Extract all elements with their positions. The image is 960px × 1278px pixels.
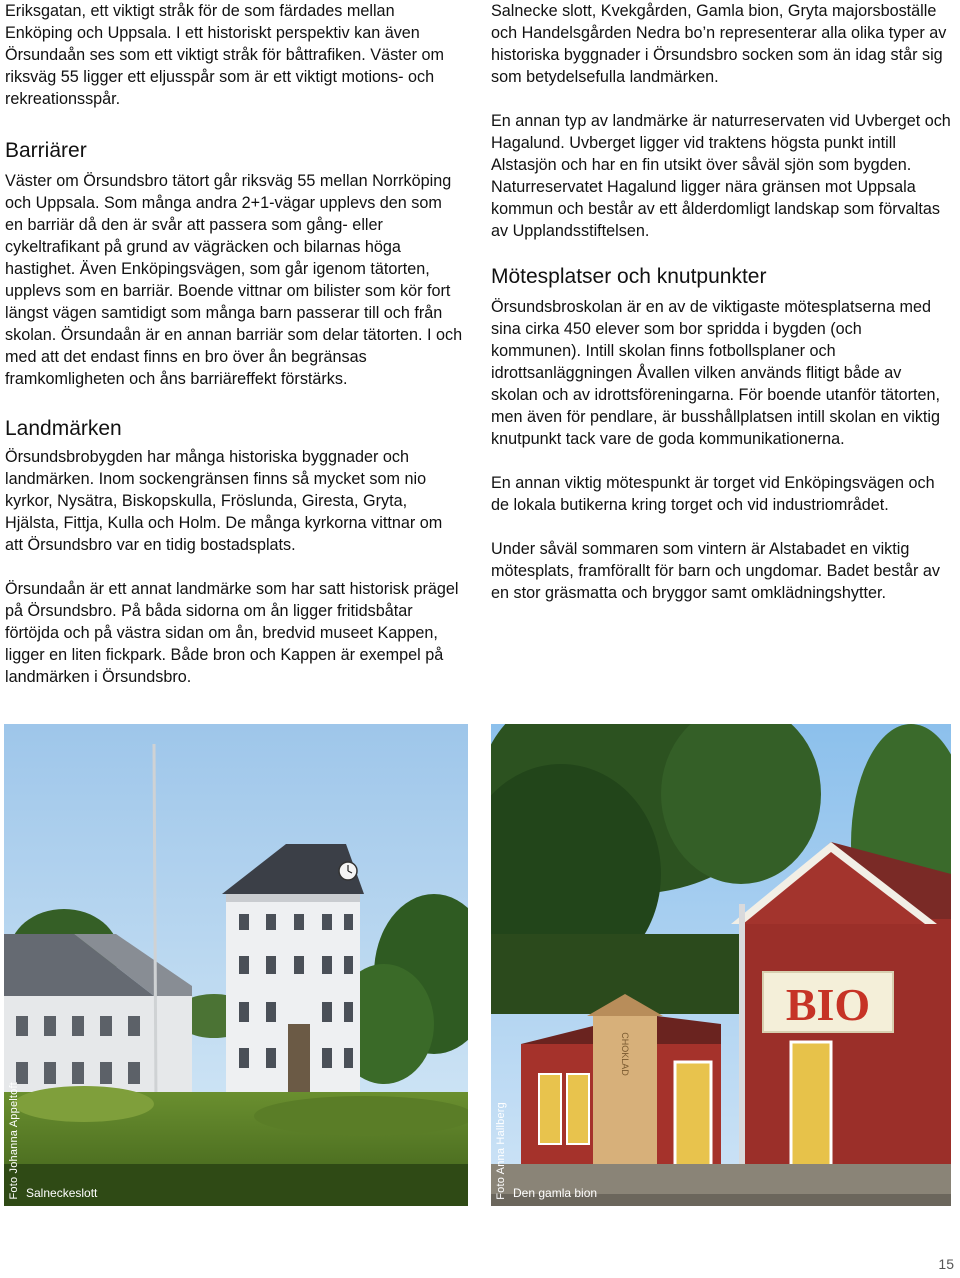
photo-credit-right: Foto Anna Hallberg: [495, 1102, 507, 1200]
barriers-heading: Barriärer: [5, 139, 87, 162]
historic-buildings-paragraph: Salnecke slott, Kvekgården, Gamla bion, Gryta majorsboställe och Handelsgården Nedra bo’n representerar alla olika typer av historiska byggnader i Örsundsbro socken som än idag står sig som betydelsefulla landmärken.: [491, 2, 947, 86]
meeting-paragraph-3: Under såväl sommaren som vintern är Alstabadet en viktig mötesplats, framförallt för barn och ungdomar. Badet består av en stor gräsmatta och bryggor samt omklädningshytter.: [491, 540, 940, 602]
barriers-paragraph: Väster om Örsundsbro tätort går riksväg 55 mellan Norrköping och Uppsala. Som många andra 2+1-vägar upplevs den som en barriär då den är svår att passera som gång- eller cykeltrafikant på grund av vägräcken och bilarnas höga hastighet. Även Enköpingsvägen, som går igenom tätorten, upplevs som en barriär. Boende vittnar om bilister som kör fort längst vägen samtidigt som många barn passerar till och från skolan. Örsundaån är en annan barriär som delar tätorten. I och med att det endast finns en bro över ån begränsas framkomligheten och åns barriäreffekt förstärks.: [5, 172, 463, 388]
page-number: 15: [938, 1256, 954, 1272]
castle-illustration: [4, 724, 468, 1206]
right-column: [491, 0, 951, 604]
nature-reserves-paragraph: En annan typ av landmärke är naturreservaten vid Uvberget och Hagalund. Uvberget ligger vid traktens högsta punkt intill Alstasjön och har en fin utsikt över såväl sjön som bygden. Naturreservatet Hagalund ligger nära gränsen mot Uppsala kommun och består av ett ålderdomligt landskap som förvaltas av Upplandsstiftelsen.: [491, 112, 951, 240]
photo-caption-left: Salneckeslott: [26, 1186, 98, 1200]
photo-caption-right: Den gamla bion: [513, 1186, 598, 1200]
meeting-paragraph-2: En annan viktig mötespunkt är torget vid Enköpingsvägen och de lokala butikerna kring torget och vid industriområdet.: [491, 474, 935, 514]
intro-paragraph: Eriksgatan, ett viktigt stråk för de som färdades mellan Enköping och Uppsala. I ett historiskt perspektiv kan även Örsundaån ses som ett viktigt stråk för båttrafiken. Väster om riksväg 55 ligger ett eljusspår som är ett viktigt motions- och rekreationsspår.: [5, 2, 445, 108]
bio-sign-text: BIO: [785, 979, 871, 1030]
salnecke-castle-photo: [4, 724, 468, 1206]
meeting-places-heading: Mötesplatser och knutpunkter: [491, 265, 767, 288]
landmarks-paragraph-2: Örsundaån är ett annat landmärke som har satt historisk prägel på Örsundsbro. På båda sidorna om ån ligger fritidsbåtar förtöjda och på västra sidan om ån, bredvid museet Kappen, ligger en liten fickpark. Både bron och Kappen är exempel på landmärken i Örsundsbro.: [5, 580, 459, 686]
landmarks-heading: Landmärken: [5, 417, 122, 440]
landmarks-paragraph-1: Örsundsbrobygden har många historiska byggnader och landmärken. Inom sockengränsen finns så mycket som nio kyrkor, Nysätra, Biskopskulla, Fröslunda, Giresta, Gryta, Hjälsta, Fittja, Kulla och Holm. De många kyrkorna vittnar om att Örsundsbro var en tidig bostadsplats.: [5, 448, 443, 554]
left-column: [5, 0, 463, 688]
choklad-sign-text: CHOKLAD: [620, 1032, 630, 1076]
photo-credit-left: Foto Johanna Appeltoft: [8, 1082, 20, 1200]
old-cinema-photo: [491, 724, 951, 1206]
meeting-paragraph-1: Örsundsbroskolan är en av de viktigaste mötesplatserna med sina cirka 450 elever som bor spridda i bygden (och kommunen). Intill skolan finns fotbollsplaner och idrottsanläggningen Åvallen vilken används flitigt både av skolan och av idrottsföreningarna. För boende utanför tätorten, men även för pendlare, är busshållplatsen intill skolan en viktig knutpunkt tack vare de goda kommunikationerna.: [491, 298, 941, 448]
cinema-illustration: [491, 724, 951, 1206]
